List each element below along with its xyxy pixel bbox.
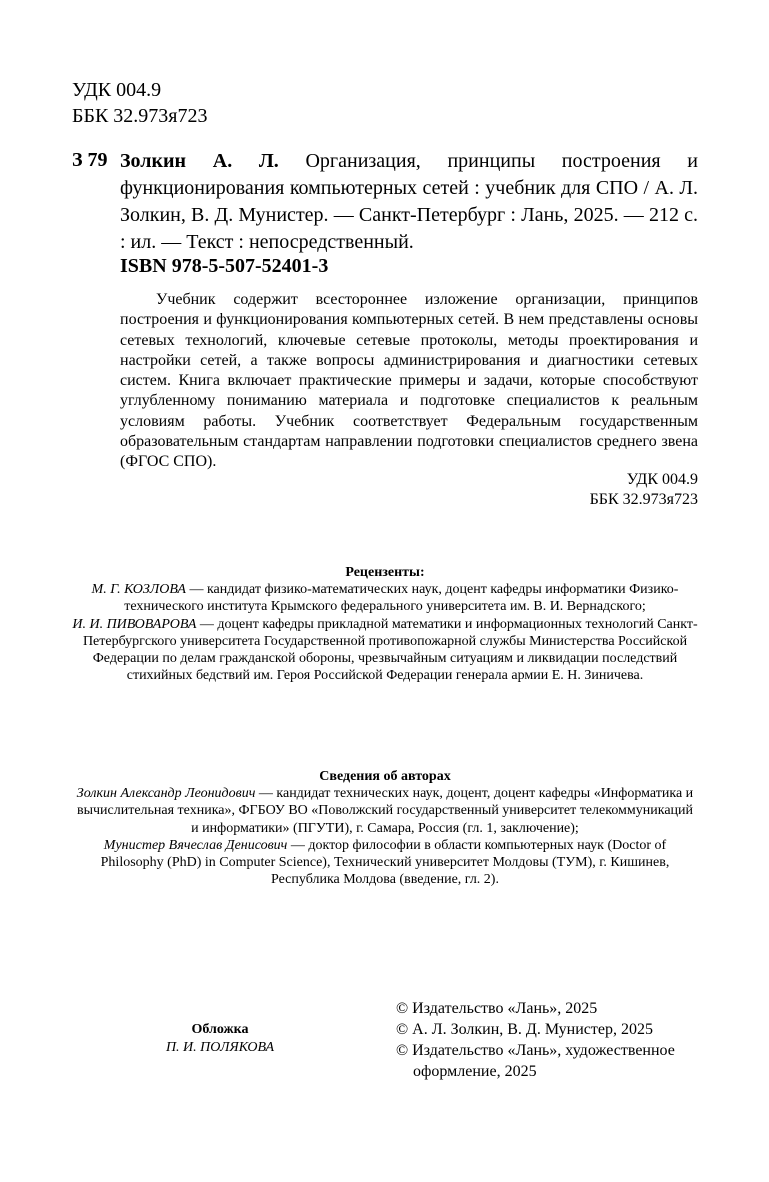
udc-block-top [72,77,208,129]
copyright-line-2: © А. Л. Золкин, В. Д. Мунистер, 2025 [396,1021,653,1038]
annotation-text: Учебник содержит всестороннее изложение организации, принципов построения и функционирования компьютерных сетей. В нем представлены основы сетевых технологий, ключевые сетевые протоколы, методы проектирования и настройки сетей, а также вопросы администрирования и диагностики сетевых систем. Книга включает практические примеры и задачи, которые способствуют углубленному пониманию материала и подготовке специалистов к реальным условиям работы. Учебник соответствует Федеральным государственным образовательным стандартам направлении подготовки специалистов среднего звена (ФГОС СПО). [120,291,698,471]
author-sign: З 79 [72,149,108,171]
author-1-text: — кандидат технических наук, доцент, доцент кафедры «Информатика и вычислительная техника», ФГБОУ ВО «Поволжский государственный университет телекоммуникаций и информатики» (ПГУТИ), г. Самара, Россия (гл. 1, заключение); [76,786,694,836]
reviewer-1 [72,581,698,615]
authors-section [72,768,698,888]
reviewers-section [72,564,698,684]
author-2-text: — доктор философии в области компьютерных наук (Doctor of Philosophy (PhD) in Computer Science), Технический университет Молдовы (ТУМ), г. Кишинев, Республика Молдова (введение, гл. 2). [100,837,670,888]
annotation [120,290,698,473]
authors-heading: Сведения об авторах [319,769,451,784]
cover-credit [140,1021,300,1057]
copyright-block [396,998,706,1082]
reviewer-1-text: — кандидат физико-математических наук, доцент кафедры информатики Физико-технического института Крымского федерального университета им. В. И. Вернадского; [124,582,679,615]
author-2-name: Мунистер Вячеслав Денисович [103,837,288,853]
udk-code: УДК 004.9 [72,79,162,101]
isbn: ISBN 978-5-507-52401-3 [120,255,329,277]
reviewer-2-name: И. И. ПИВОВАРОВА [72,616,197,632]
copyright-line-3: © Издательство «Лань», художественное оформление, 2025 [396,1042,675,1080]
udk-code-bottom: УДК 004.9 [626,471,698,488]
bbk-code-bottom: ББК 32.973я723 [589,491,698,508]
copyright-line-1: © Издательство «Лань», 2025 [396,1000,598,1017]
author-1-name: Золкин Александр Леонидович [76,786,256,802]
cover-heading: Обложка [191,1022,249,1037]
bbk-code: ББК 32.973я723 [72,105,208,127]
reviewers-heading: Рецензенты: [345,565,425,580]
udc-block-bottom [520,470,698,510]
citation-author: Золкин А. Л. [120,150,279,172]
reviewer-2-text: — доцент кафедры прикладной математики и информационных технологий Санкт-Петербургского университета Государственной противопожарной службы Министерства Российской Федерации по делам гражданской обороны, чрезвычайным ситуациям и ликвидации последствий стихийных бедствий им. Героя Российской Федерации генерала армии Е. Н. Зиничева. [82,616,698,684]
author-2 [72,837,698,889]
bibliographic-description [120,148,698,256]
author-1 [72,785,698,837]
cover-designer: П. И. ПОЛЯКОВА [165,1040,275,1055]
reviewer-1-name: М. Г. КОЗЛОВА [91,582,186,598]
reviewer-2 [72,616,698,685]
citation-text: Организация, принципы построения и функционирования компьютерных сетей : учебник для СПО / А. Л. Золкин, В. Д. Мунистер. — Санкт-Петербург : Лань, 2025. — 212 с. : ил. — Текст : непосредственный. [120,150,698,253]
